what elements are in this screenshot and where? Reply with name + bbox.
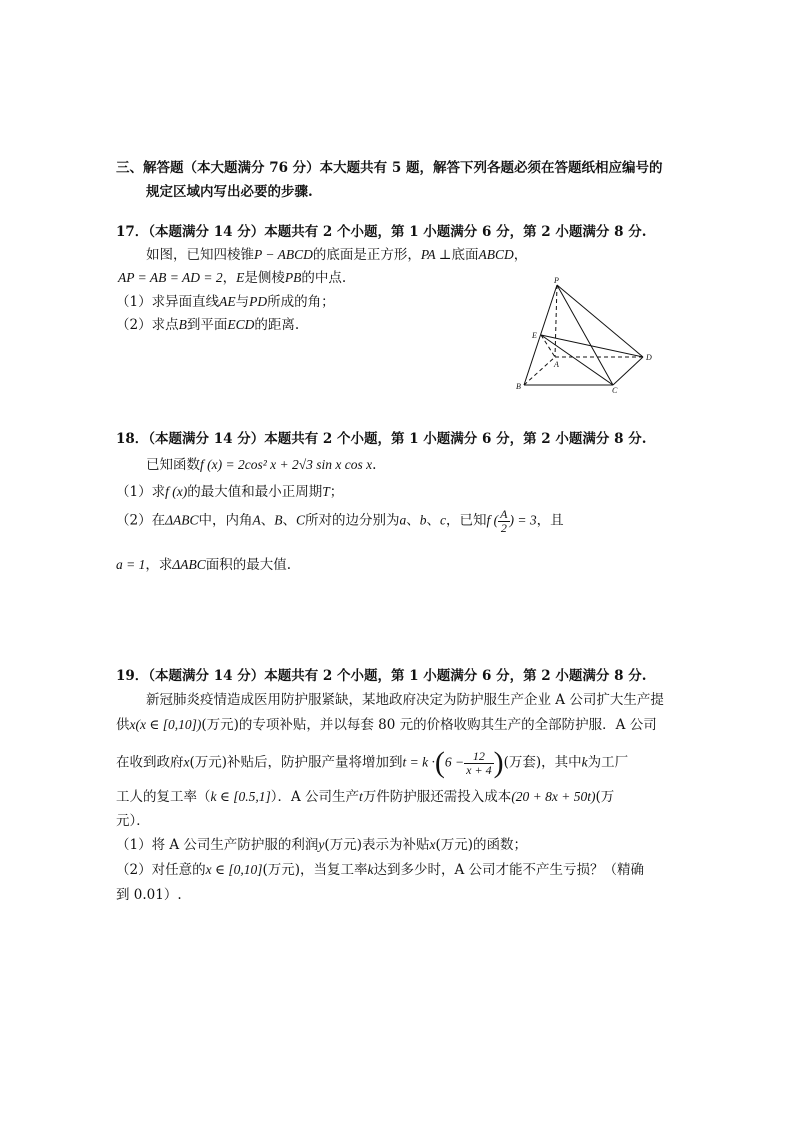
q18-subquestion-2: （2）在ΔABC中，内角A、B、C所对的边分别为a、b、c，已知f ( $\frac{A}{2}$ ) = 3，且 xyxy=(116,507,564,535)
q19-statement-line2: 供x(x ∈ [0,10])(万元)的专项补贴，并以每套 80 元的价格收购其生产的全部防护服．A 公司 xyxy=(116,717,657,733)
pyramid-figure xyxy=(510,275,660,395)
figure-label-b: B xyxy=(516,382,521,391)
section-heading-line2: 规定区域内写出必要的步骤. xyxy=(146,184,313,200)
figure-label-d: D xyxy=(646,353,652,362)
q18-function-definition: 已知函数f (x) = 2cos² x + 2√3 sin x cos x. xyxy=(146,457,377,473)
q19-subquestion-1: （1）将 A 公司生产防护服的利润y(万元)表示为补贴x(万元)的函数； xyxy=(116,837,528,853)
q18-subquestion-1: （1）求f (x)的最大值和最小正周期T； xyxy=(116,484,344,500)
q17-header: 17．（本题满分 14 分）本题共有 2 个小题，第 1 小题满分 6 分，第 2 小题满分 8 分. xyxy=(116,224,647,240)
q17-statement-line1: 如图，已知四棱锥P − ABCD的底面是正方形，PA ⊥底面ABCD， xyxy=(146,247,528,263)
q19-statement-line3: 在收到政府x(万元)补贴后，防护服产量将增加到t = k ·(6 − $\frac{12}{x + 4}$ )(万套)，其中k为工厂 xyxy=(116,746,629,779)
q19-statement-line4: 工人的复工率（k ∈ [0.5,1]）．A 公司生产t万件防护服还需投入成本(20 + 8x + 50t)(万 xyxy=(116,789,615,805)
q19-statement-line5: 元）． xyxy=(116,813,150,829)
figure-label-p: P xyxy=(554,276,559,285)
q18-subquestion-2-continued: a = 1，求ΔABC面积的最大值. xyxy=(116,557,292,573)
q19-statement-line1: 新冠肺炎疫情造成医用防护服紧缺，某地政府决定为防护服生产企业 A 公司扩大生产提 xyxy=(146,692,664,708)
q17-statement-line2: AP = AB = AD = 2，E是侧棱PB的中点. xyxy=(118,270,347,286)
fraction-a-over-2: $\frac{A}{2}$ xyxy=(500,507,508,535)
q19-header: 19．（本题满分 14 分）本题共有 2 个小题，第 1 小题满分 6 分，第 2 小题满分 8 分. xyxy=(116,668,647,684)
section-heading-line1: 三、解答题（本大题满分 76 分）本大题共有 5 题，解答下列各题必须在答题纸相应编号的 xyxy=(116,160,663,176)
q17-subquestion-2: （2）求点B到平面ECD的距离. xyxy=(116,317,300,333)
figure-label-c: C xyxy=(612,386,618,395)
q18-header: 18．（本题满分 14 分）本题共有 2 个小题，第 1 小题满分 6 分，第 2 小题满分 8 分. xyxy=(116,431,647,447)
figure-label-e: E xyxy=(532,331,537,340)
figure-label-a: A xyxy=(554,360,559,369)
q19-subquestion-2: （2）对任意的x ∈ [0,10](万元)，当复工率k达到多少时，A 公司才能不产生亏损？（精确 xyxy=(116,862,645,878)
fraction-12-over-x-plus-4: $\frac{12}{x + 4}$ xyxy=(466,748,492,777)
q19-subquestion-2-continued: 到 0.01）. xyxy=(116,887,182,903)
q17-subquestion-1: （1）求异面直线AE与PD所成的角； xyxy=(116,294,335,310)
